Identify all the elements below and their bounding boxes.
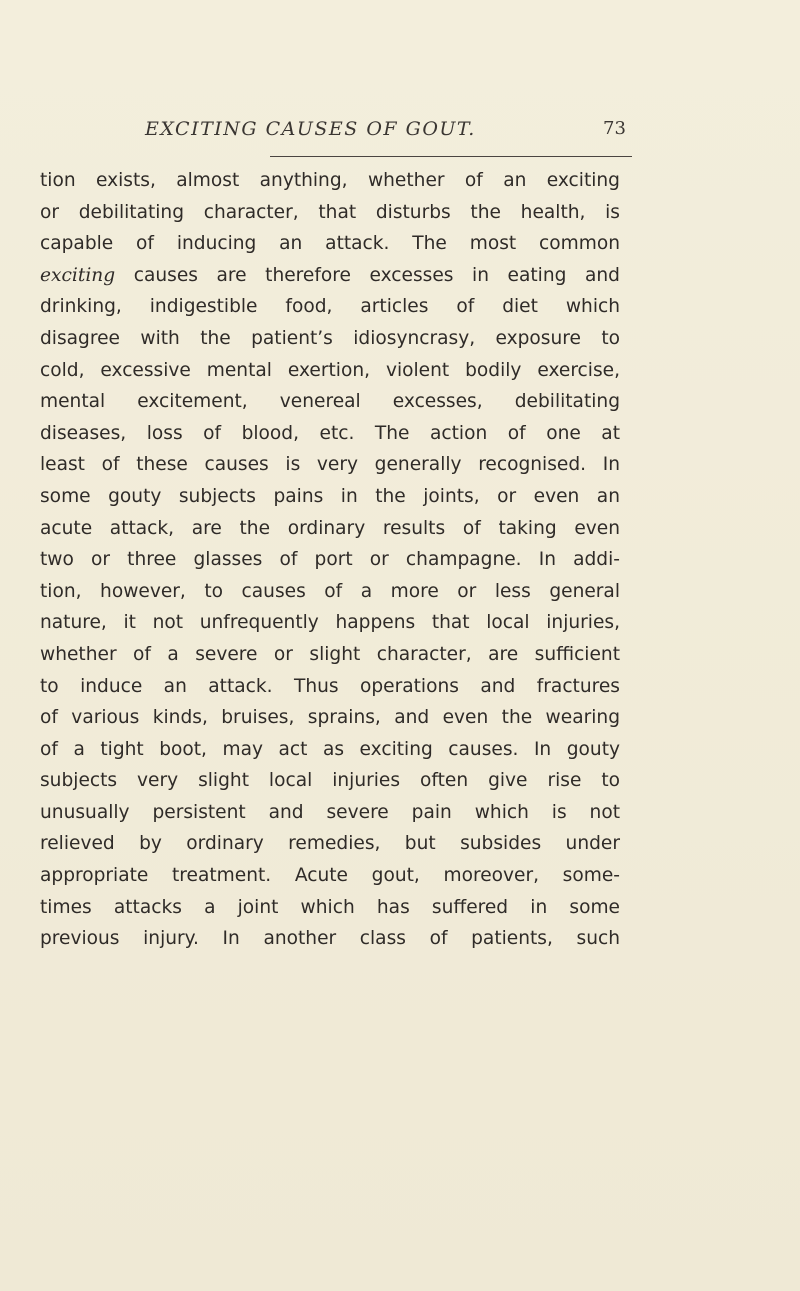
text-line: acute attack, are the ordinary results of taking even xyxy=(40,517,620,539)
text-line: two or three glasses of port or champagne. In addi- xyxy=(40,549,620,571)
page-number: 73 xyxy=(603,118,626,139)
text-line: capable of inducing an attack. The most common xyxy=(40,233,620,255)
body-text xyxy=(40,165,620,955)
text-line xyxy=(40,260,620,292)
text-line: whether of a severe or slight character, are sufficient xyxy=(40,643,620,665)
text-line-rest: causes are therefore excesses in eating and xyxy=(115,264,620,286)
text-line: to induce an attack. Thus operations and fractures xyxy=(40,675,620,697)
italic-word: exciting xyxy=(40,264,116,286)
text-line: tion exists, almost anything, whether of an exciting xyxy=(40,170,620,191)
running-head xyxy=(0,118,800,148)
text-line: of a tight boot, may act as exciting causes. In gouty xyxy=(40,738,620,760)
text-line: tion, however, to causes of a more or less general xyxy=(40,580,620,602)
text-line: subjects very slight local injuries often give rise to xyxy=(40,770,620,792)
text-line: nature, it not unfrequently happens that local injuries, xyxy=(40,612,620,634)
text-line: unusually persistent and severe pain which is not xyxy=(40,801,620,823)
text-line: previous injury. In another class of patients, such xyxy=(40,928,620,950)
text-line: cold, excessive mental exertion, violent bodily exercise, xyxy=(40,359,620,381)
text-line: or debilitating character, that disturbs the health, is xyxy=(40,201,620,223)
text-line: of various kinds, bruises, sprains, and even the wearing xyxy=(40,707,620,729)
text-line: least of these causes is very generally recognised. In xyxy=(40,454,620,476)
text-line: some gouty subjects pains in the joints, or even an xyxy=(40,485,620,507)
text-line: appropriate treatment. Acute gout, moreover, some- xyxy=(40,865,620,887)
text-line: drinking, indigestible food, articles of diet which xyxy=(40,296,620,318)
text-line: diseases, loss of blood, etc. The action of one at xyxy=(40,422,620,444)
text-line: relieved by ordinary remedies, but subsides under xyxy=(40,833,620,855)
header-rule xyxy=(270,156,632,157)
running-title: EXCITING CAUSES OF GOUT. xyxy=(145,118,476,140)
text-line: mental excitement, venereal excesses, debilitating xyxy=(40,391,620,413)
text-line: times attacks a joint which has suffered in some xyxy=(40,896,620,918)
text-line: disagree with the patient’s idiosyncrasy, exposure to xyxy=(40,327,620,349)
